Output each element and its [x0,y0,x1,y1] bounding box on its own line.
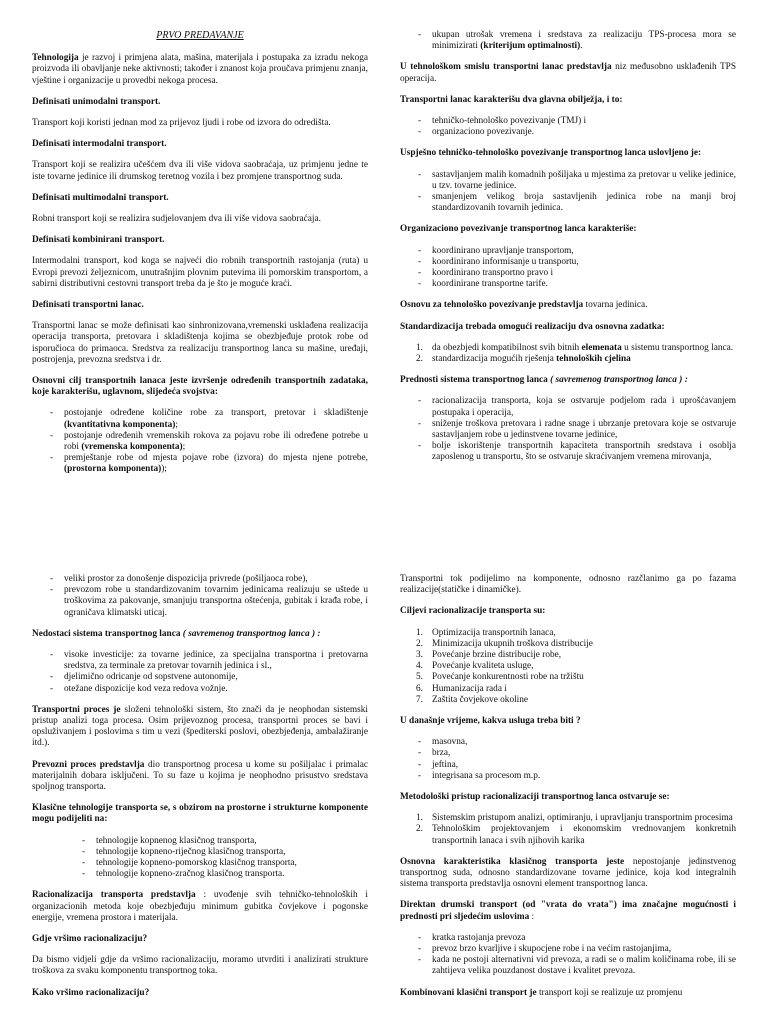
heading-transportni-lanac: Definisati transportni lanac. [32,300,144,311]
list-svojstva [32,408,368,475]
list-item: - tehnologije kopnenog klasičnog transporta, [82,835,257,846]
list-metodoloski [400,813,736,847]
heading-standardizacija: Standardizacija trebada omogući realizaciju dva osnovna zadatka: [400,321,665,332]
column-top-right [400,30,736,474]
heading-usluga: U današnje vrijeme, kakva usluga treba biti ? [400,716,581,727]
list-direktan [400,933,736,978]
paragraph-osnovu: Osnovu za tehnološko povezivanje predstavlja tovarna jedinica. [400,300,648,311]
paragraph-racionalizacija: Racionalizacija transporta predstavlja : uvođenje svih tehničko-tehnoloških i organizacionih metoda koje obezbjeđuju minimum gubitka čovjekove i pogonske energije, vremena prostora i materijala. [32,890,368,923]
list-item: 7. Zaštita čovjekove okoline [416,694,529,705]
list-item: - koordinirano upravljanje transportom, [418,245,574,256]
list-item: 5. Povećanje konkurentnosti robe na tržištu [416,672,584,683]
heading-gdje: Gdje vršimo racionalizaciju? [32,934,148,945]
heading-klasicne-tehnologije: Klasične tehnologije transporta se, s obzirom na prostorne i strukturne komponente mogu podijeliti na: [32,803,368,825]
list-prednosti-continuation [32,574,368,619]
list-item: - koordinirano transportno pravo i [418,268,554,279]
list-item: - kada ne postoji alternativni vid prevoza, a radi se o malim količinama robe, ili se zahtijeva velika pouzdanost dostave i kvalitet prevoza. [418,955,736,977]
column-top-left [32,30,368,486]
paragraph-osnovna-karakteristika: Osnovna karakteristika klasičnog transporta jeste nepostojanje jedinstvenog transportnog suda, odnosno standardizovane tovarne jedinice, koja kod integralnih sistema transporta predstavlja osnovni element transportnog lanca. [400,856,736,890]
paragraph-multimodal: Robni transport koji se realizira sudjelovanjem dva ili više vidova saobraćaja. [32,214,321,225]
column-bottom-left [32,574,368,1024]
list-item: - sniženje troškova pretovara i radne snage i ubrzanje pretovara koje se ostvaruje sastavljanjem robe u jedinstvene tovarne jedinice, [418,418,736,441]
list-item: - jeftina, [418,759,459,770]
list-item: - koordinirano informisanje u transportu, [418,256,579,267]
heading-direktan: Direktan drumski transport (od "vrata do vrata") ima značajne mogućnosti i prednosti pri sljedećim uslovima : [400,900,736,922]
heading-ciljevi: Ciljevi racionalizacije transporta su: [400,606,546,617]
list-item: - tehnologije kopneno-pomorskog klasičnog transporta, [82,858,297,869]
heading-unimodal: Definisati unimodalni transport. [32,96,161,107]
list-obiljezja [400,116,736,138]
list-standardizacija [400,343,736,365]
list-item: - sastavljanjem malih komadnih pošiljaka u mjestima za pretovar u velike jedinice, u tzv. tovarne jedinice. [418,169,736,191]
paragraph-tehnoloski-smisao: U tehnološkom smislu transportni lanac predstavlja niz međusobno usklađenih TPS operacija. [400,62,737,84]
paragraph-kombinirani: Intermodalni transport, kod koga se najveći dio robnih transportnih rastojanja (ruta) u Evropi prevozi željeznicom, unutrašnjim plovnim putevima ili pomorskim transportom, a sabirni distributivni cestovni transport treba da je što je moguće kraći. [32,256,368,289]
list-item: - otežane dispozicije kod veza redova vožnje. [50,683,228,694]
dash-marker: - [50,408,54,419]
heading-organizaciono: Organizaciono povezivanje transportnog lanca karakteriše: [400,224,637,235]
paragraph-transportni-tok: Transportni tok podijelimo na komponente, odnosno razčlanimo ga po fazama realizacije(statičke i dinamičke). [400,574,736,596]
heading-nedostaci: Nedostaci sistema transportnog lanca ( savremenog transportnog lanca ) : [32,628,321,639]
list-item: - tehničko-tehnološko povezivanje (TMJ) i [418,116,587,127]
list-prednosti [400,396,736,463]
list-item: - djelimično odricanje od sopstvene autonomije, [50,672,238,683]
list-item: - racionalizacija transporta, koja se ostvaruje podjelom rada i uprošćavanjem postupaka i operacija, [418,396,736,418]
list-item: - veliki prostor za donošenje dispozicija privrede (pošiljaoca robe), [50,574,308,584]
list-item: - visoke investicije: za tovarne jedinice, za specijalna transportna i pretovarna sredstva, za terminale za pretovar tovarnih jedinica i sl., [50,650,368,672]
paragraph-transportni-lanac: Transportni lanac se može definisati kao sinhronizovana,vremenski usklađena realizacija operacija transporta, pretovara i skladištenja kojima se obezbjeđuje protok robe od isporučioca do primaoca. Sredstva za realizaciju transportnog lanca su mašine, uređaji, postrojenja, prevozna sredstva i dr. [32,321,368,365]
list-item: - masovna, [418,737,468,748]
paragraph-prevozni-proces: Prevozni proces predstavlja dio transportnog procesa u kome su pošiljalac i primalac materijalnih dobara isključeni. To su faze u kojima je neophodno prisustvo sredstava spoljnog transporta. [32,759,368,793]
list-item: 3. Povećanje brzine distribucije robe, [416,650,562,661]
list-item: 2. standardizacija mogućih rješenja tehnoloških cjelina [416,354,631,365]
list-item: - kratka rastojanja prevoza [418,932,526,943]
heading-obiljezja: Transportni lanac karakterišu dva glavna obilježja, i to: [400,94,623,105]
heading-metodoloski: Metodološki pristup racionalizaciji transportnog lanca ostvaruje se: [400,792,670,803]
list-item: 4. Povećanje kvaliteta usluge, [416,661,534,672]
list-item: - tehnologije kopneno-riječnog klasičnog transporta, [82,846,286,857]
heading-prednosti: Prednosti sistema transportnog lanca ( savremenog transportnog lanca ) : [400,375,688,386]
list-item: 2. Tehnološkim projektovanjem i ekonomskim vrednovanjem konkretnih transportnih lanaca i svih njihovih karika [416,824,736,846]
list-klasicne [32,836,368,881]
list-ciljevi [400,628,736,706]
column-bottom-right [400,574,736,1009]
list-item: - organizaciono povezivanje. [418,127,535,138]
heading-multimodal: Definisati multimodalni transport. [32,192,169,203]
paragraph-kombinovani: Kombinovani klasični transport je transport koji se realizuje uz promjenu [400,987,683,998]
list-item: 2. Minimizacija ukupnih troškova distribucije [416,638,593,649]
list-continuation [400,30,736,52]
intro-text: je razvoj i primjena alata, mašina, materijala i postupaka za izradu nekoga proizvoda ili obavljanje neke aktivnosti; također i znanost koja proučava primjenu znanja, vještine i organizacije u provedbi nekoga procesa. [32,53,368,86]
list-nedostaci [32,650,368,695]
list-item: - brza, [418,748,451,759]
list-item: - prevozom robe u standardizovanim tovarnim jedinicama realizuju se uštede u troškovima za pakovanje, smanjuju transportna oštećenja, gubitak i krađa robe, i ograničava klimatski uticaj. [50,585,368,618]
paragraph-unimodal: Transport koji koristi jednan mod za prijevoz ljudi i robe od izvora do odredišta. [32,118,331,129]
list-item: - premještanje robe od mjesta pojave robe (izvora) do mjesta njene potrebe, (prostorna komponenta)); [50,453,368,475]
heading-uspjesno-povezivanje: Uspješno tehničko-tehnološko povezivanje transportnog lanca uslovljeno je: [400,148,702,159]
list-item: - tehnologije kopneno-zračnog klasičnog transporta. [82,869,285,880]
dash-marker: - [50,430,54,441]
dash-marker: - [50,453,54,464]
list-item: 1. Sistemskim pristupom analizi, optimiranju, i upravljanju transportnim procesima [416,813,733,824]
heading-kako: Kako vršimo racionalizaciju? [32,987,150,998]
list-item: - koordinirane transportne tarife. [418,279,548,290]
list-organizaciono [400,246,736,291]
list-item: - smanjenjem velikog broja sastavljenih jedinica robe na manji broj standardizovanih tovarnih jedinica. [418,192,736,214]
heading-kombinirani: Definisati kombinirani transport. [32,235,165,246]
dash-marker: - [418,30,422,40]
list-item: 6. Humanizacija rada i [416,683,507,694]
heading-intermodal: Definisati intermodalni transport. [32,139,167,150]
intro-paragraph [32,53,368,87]
list-item: - postojanje određene količine robe za transport, pretovar i skladištenje (kvantitativna komponenta); [50,408,368,430]
list-item: - prevoz brzo kvarljive i skupocjene robe i na većim rastojanjima, [418,944,672,955]
list-usluga [400,737,736,782]
paragraph-transportni-proces: Transportni proces je složeni tehnološki sistem, što znači da je neophodan sistemski pristup analizi toga procesa. Osim prijevoznog procesa, transportni proces se bavi i opsluživanjem i poslovima s tim u vezi (špediterski poslovi, obezbjeđenja, ambalažiranje itd.). [32,704,368,749]
paragraph-intermodal: Transport koji se realizira učešćem dva ili više vidova saobraćaja, uz primjenu jedne te iste tovarne jedinice ili drumskog teretnog vozila i bez promjene transportnog suda. [32,160,368,182]
page-title: PRVO PREDAVANJE [156,30,244,41]
paragraph-gdje: Da bismo vidjeli gdje da vršimo racionalizaciju, moramo utvrditi i analizirati strukture troškova za svaku komponentu transportnog toka. [32,955,368,977]
list-uspjesno [400,170,736,215]
list-item: - ukupan utrošak vremena i sredstava za realizaciju TPS-procesa mora se minimizirati (kriterijum optimalnosti). [418,30,736,52]
intro-lead: Tehnologija [32,53,79,64]
list-item: 1. Optimizacija transportnih lanaca, [416,627,556,638]
list-item: - postojanje određenih vremenskih rokova za pojavu robe ili određene potrebe u robi (vremenska komponenta); [50,430,368,453]
list-item: - bolje iskorištenje transportnih kapaciteta transportnih sredstava i osoblja zaposlenog u transportu, što se ostvaruje skraćivanjem vremena mirovanja, [418,441,736,463]
list-item: - integrisana sa procesom m.p. [418,770,541,781]
heading-osnovni-cilj: Osnovni cilj transportnih lanaca jeste izvršenje određenih transportnih zadataka, koje karakterišu, uglavnom, slijedeća svojstva: [32,376,368,398]
list-item: 1. da obezbjedi kompatibilnost svih bitnih elemenata u sistemu transportnog lanca. [416,342,734,353]
